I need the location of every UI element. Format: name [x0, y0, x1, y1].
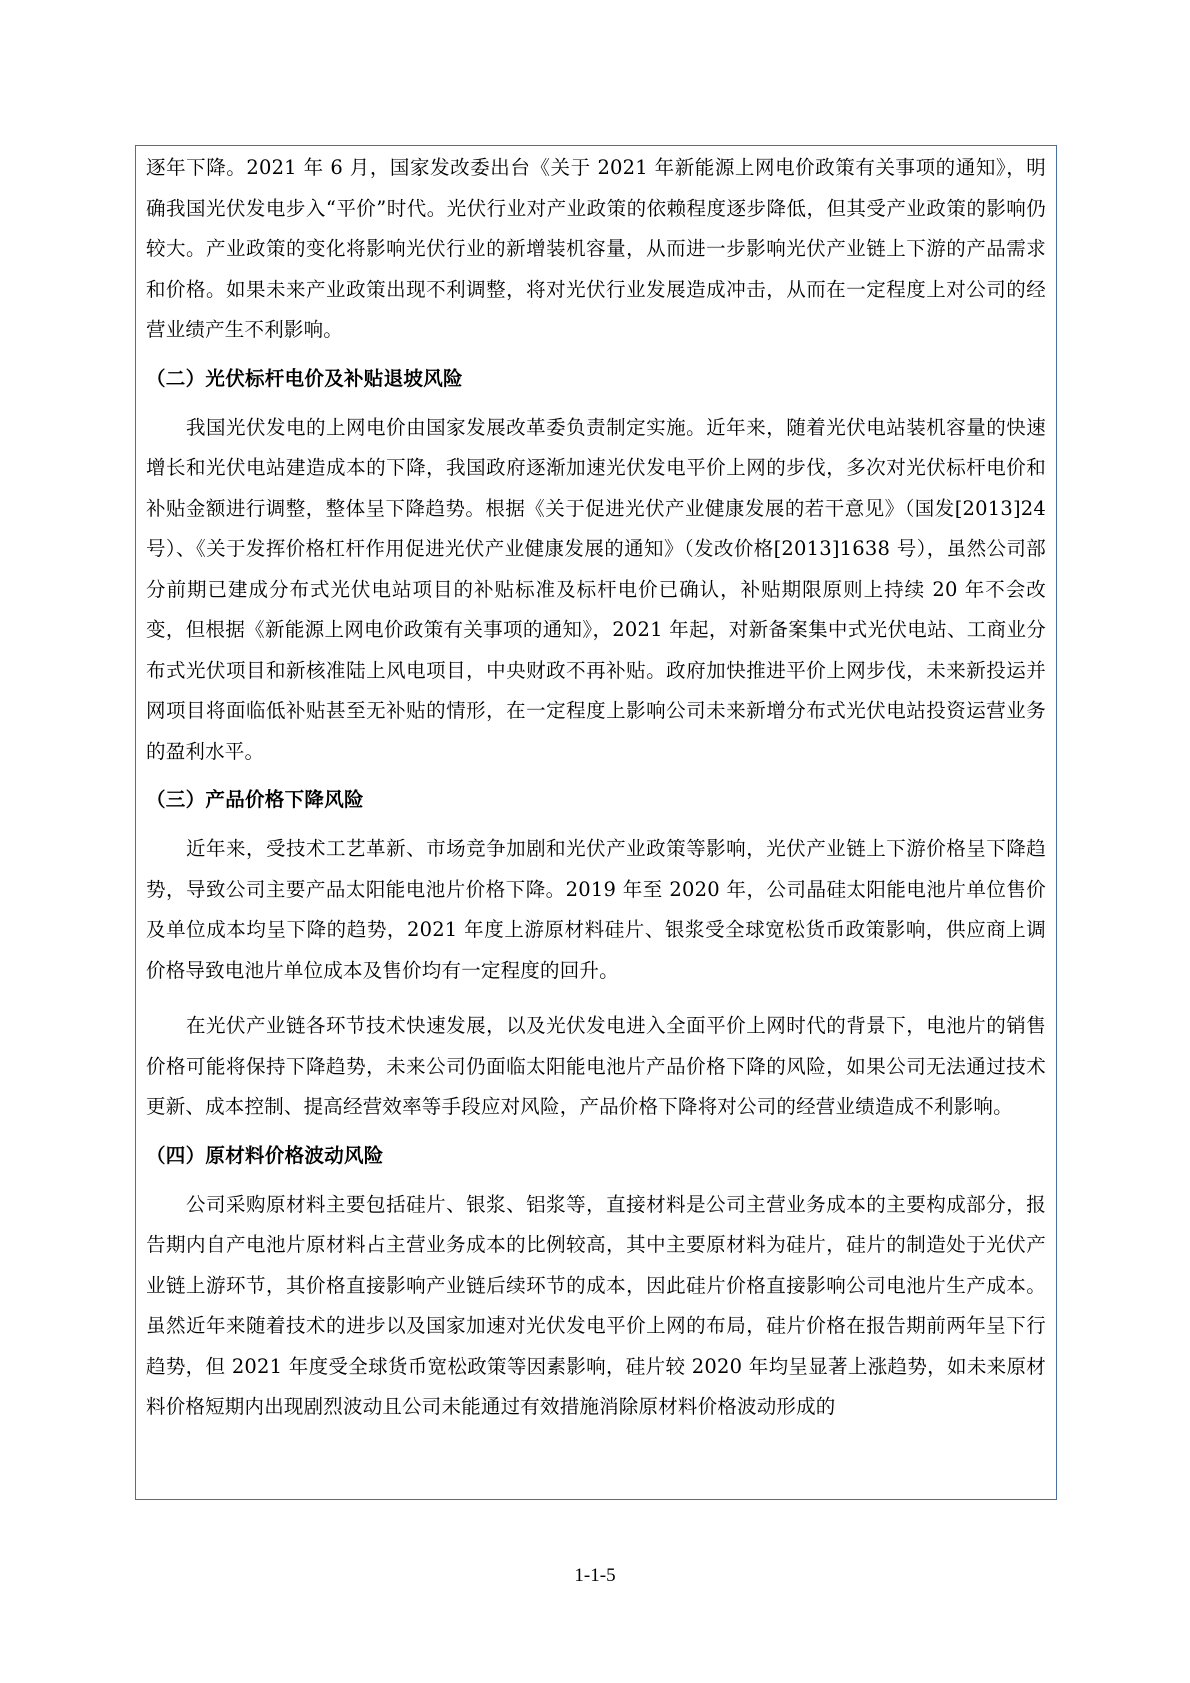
content-frame	[135, 145, 1057, 1500]
paragraph-policy-continuation: 逐年下降。2021 年 6 月，国家发改委出台《关于 2021 年新能源上网电价政策有关事项的通知》，明确我国光伏发电步入“平价”时代。光伏行业对产业政策的依赖程度逐步降低，但其受产业政策的影响仍较大。产业政策的变化将影响光伏行业的新增装机容量，从而进一步影响光伏产业链上下游的产品需求和价格。如果未来产业政策出现不利调整，将对光伏行业发展造成冲击，从而在一定程度上对公司的经营业绩产生不利影响。	[146, 156, 1046, 341]
page-number: 1-1-5	[574, 1565, 616, 1586]
section-heading-raw-material-risk: （四）原材料价格波动风险	[146, 1143, 384, 1167]
paragraph-price-decline-2: 在光伏产业链各环节技术快速发展，以及光伏发电进入全面平价上网时代的背景下，电池片的销售价格可能将保持下降趋势，未来公司仍面临太阳能电池片产品价格下降的风险，如果公司无法通过技术更新、成本控制、提高经营效率等手段应对风险，产品价格下降将对公司的经营业绩造成不利影响。	[146, 1014, 1046, 1118]
paragraph-raw-material-risk: 公司采购原材料主要包括硅片、银浆、铝浆等，直接材料是公司主营业务成本的主要构成部分，报告期内自产电池片原材料占主营业务成本的比例较高，其中主要原材料为硅片，硅片的制造处于光伏产业链上游环节，其价格直接影响产业链后续环节的成本，因此硅片价格直接影响公司电池片生产成本。虽然近年来随着技术的进步以及国家加速对光伏发电平价上网的布局，硅片价格在报告期前两年呈下行趋势，但 2021 年度受全球货币宽松政策等因素影响，硅片较 2020 年均呈显著上涨趋势，如未来原材料价格短期内出现剧烈波动且公司未能通过有效措施消除原材料价格波动形成的	[146, 1192, 1046, 1418]
section-heading-price-decline-risk: （三）产品价格下降风险	[146, 788, 364, 811]
paragraph-price-decline-1: 近年来，受技术工艺革新、市场竞争加剧和光伏产业政策等影响，光伏产业链上下游价格呈下降趋势，导致公司主要产品太阳能电池片价格下降。2019 年至 2020 年，公司晶硅太阳能电池片单位售价及单位成本均呈下降的趋势，2021 年度上游原材料硅片、银浆受全球宽松货币政策影响，供应商上调价格导致电池片单位成本及售价均有一定程度的回升。	[146, 837, 1046, 982]
section-heading-subsidy-risk: （二）光伏标杆电价及补贴退坡风险	[146, 366, 463, 390]
paragraph-subsidy-risk: 我国光伏发电的上网电价由国家发展改革委负责制定实施。近年来，随着光伏电站装机容量的快速增长和光伏电站建造成本的下降，我国政府逐渐加速光伏发电平价上网的步伐，多次对光伏标杆电价和补贴金额进行调整，整体呈下降趋势。根据《关于促进光伏产业健康发展的若干意见》（国发[2013]24 号）、《关于发挥价格杠杆作用促进光伏产业健康发展的通知》（发改价格[2013]1638 号），虽然公司部分前期已建成分布式光伏电站项目的补贴标准及标杆电价已确认，补贴期限原则上持续 20 年不会改变，但根据《新能源上网电价政策有关事项的通知》，2021 年起，对新备案集中式光伏电站、工商业分布式光伏项目和新核准陆上风电项目，中央财政不再补贴。政府加快推进平价上网步伐，未来新投运并网项目将面临低补贴甚至无补贴的情形，在一定程度上影响公司未来新增分布式光伏电站投资运营业务的盈利水平。	[146, 415, 1046, 763]
